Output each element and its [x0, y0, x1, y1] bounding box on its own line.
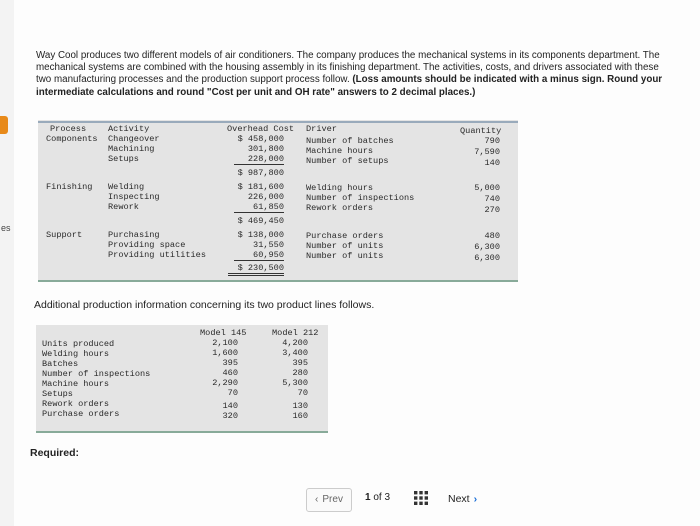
row-label: Machine hours — [42, 379, 110, 389]
model-212-cell: 130 — [292, 401, 308, 411]
row-label: Purchase orders — [42, 409, 120, 419]
row-label: Welding hours — [42, 349, 110, 359]
prev-label: Prev — [322, 494, 343, 505]
next-button[interactable] — [448, 488, 504, 510]
quantity-cell: 480 — [484, 231, 500, 241]
row-label: Setups — [42, 389, 73, 399]
model-145-cell: 320 — [222, 411, 238, 421]
cost-cell: $ 181,600 — [237, 182, 284, 192]
cost-total: $ 987,800 — [237, 168, 284, 178]
grid-icon[interactable] — [414, 491, 428, 505]
model-212-cell: 5,300 — [282, 378, 308, 388]
table-bottom-rule — [38, 280, 518, 282]
cost-cell: 31,550 — [253, 240, 284, 250]
cost-cell: 60,950 — [234, 250, 284, 261]
chevron-left-icon: ‹ — [315, 494, 319, 505]
header-model-212: Model 212 — [272, 328, 319, 338]
process-finishing: Finishing — [46, 182, 93, 192]
row-label: Batches — [42, 359, 79, 369]
prompt-text: Way Cool produces two different models of air conditioners. The company produces the mechanical systems in its components department. The mechanical systems are combined with the housing assembly in its finishing department. The activities, costs, and drivers associated with these two manufacturing processes and the production support process follow. — [36, 50, 660, 86]
page-current: 1 — [365, 492, 371, 503]
page-indicator — [365, 492, 390, 503]
model-145-cell: 70 — [227, 388, 238, 398]
edge-label: es — [1, 223, 11, 233]
model-145-cell: 460 — [222, 368, 238, 378]
driver-cell: Number of setups — [306, 156, 389, 166]
model-212-cell: 280 — [292, 368, 308, 378]
driver-cell: Welding hours — [306, 183, 374, 193]
model-145-cell: 1,600 — [212, 348, 238, 358]
model-212-cell: 395 — [292, 358, 308, 368]
quantity-cell: 7,590 — [474, 147, 500, 157]
header-driver: Driver — [306, 124, 337, 134]
quantity-cell: 6,300 — [474, 253, 500, 263]
question-marker — [0, 116, 8, 134]
prompt-instructions: (Loss amounts should be indicated with a minus sign. Round your intermediate calculations and round "Cost per unit and OH rate" answers to 2 decimal places.) — [36, 74, 663, 98]
header-model-145: Model 145 — [200, 328, 247, 338]
quantity-cell: 6,300 — [474, 242, 500, 252]
model-212-cell: 3,400 — [282, 348, 308, 358]
quantity-cell: 270 — [484, 205, 500, 215]
driver-cell: Machine hours — [306, 146, 374, 156]
chevron-right-icon: › — [473, 493, 478, 505]
product-info-table — [36, 325, 328, 433]
activity-cell: Providing space — [108, 240, 186, 250]
quantity-cell: 790 — [484, 136, 500, 146]
model-212-cell: 4,200 — [282, 338, 308, 348]
cost-total: $ 230,500 — [228, 263, 284, 276]
driver-cell: Rework orders — [306, 203, 374, 213]
driver-cell: Number of inspections — [306, 193, 415, 203]
problem-prompt — [36, 50, 666, 99]
model-212-cell: 70 — [297, 388, 308, 398]
driver-cell: Number of units — [306, 251, 384, 261]
activity-cell: Changeover — [108, 134, 160, 144]
quantity-cell: 740 — [484, 194, 500, 204]
model-145-cell: 395 — [222, 358, 238, 368]
activity-cell: Purchasing — [108, 230, 160, 240]
activity-cell: Inspecting — [108, 192, 160, 202]
activity-cell: Welding — [108, 182, 145, 192]
cost-cell: $ 138,000 — [237, 230, 284, 240]
next-label: Next — [448, 493, 470, 505]
header-process: Process — [50, 124, 87, 134]
header-overhead-cost: Overhead Cost — [227, 124, 295, 134]
driver-cell: Number of batches — [306, 136, 394, 146]
required-heading: Required: — [30, 447, 80, 459]
cost-total: $ 469,450 — [237, 216, 284, 226]
row-label: Number of inspections — [42, 369, 151, 379]
cost-cell: $ 458,000 — [237, 134, 284, 144]
page-of: of 3 — [373, 492, 391, 503]
activity-cell: Providing utilities — [108, 250, 206, 260]
model-145-cell: 2,290 — [212, 378, 238, 388]
row-label: Units produced — [42, 339, 115, 349]
quantity-cell: 140 — [484, 158, 500, 168]
cost-cell: 226,000 — [247, 192, 284, 202]
driver-cell: Purchase orders — [306, 231, 384, 241]
process-support: Support — [46, 230, 83, 240]
process-components: Components — [46, 134, 98, 144]
model-145-cell: 2,100 — [212, 338, 238, 348]
driver-cell: Number of units — [306, 241, 384, 251]
additional-info-text: Additional production information concerning its two product lines follows. — [34, 299, 375, 311]
model-145-cell: 140 — [222, 401, 238, 411]
activity-cell: Machining — [108, 144, 155, 154]
header-quantity: Quantity — [460, 126, 502, 136]
model-212-cell: 160 — [292, 411, 308, 421]
cost-cell: 61,850 — [234, 202, 284, 213]
prev-button[interactable] — [306, 488, 352, 512]
header-activity: Activity — [108, 124, 150, 134]
activity-cell: Setups — [108, 154, 139, 164]
cost-cell: 301,800 — [247, 144, 284, 154]
header-rule — [38, 121, 518, 123]
quantity-cell: 5,000 — [474, 183, 500, 193]
table-bottom-rule — [36, 431, 328, 433]
activity-cost-table — [38, 120, 518, 282]
cost-cell: 228,000 — [234, 154, 284, 165]
row-label: Rework orders — [42, 399, 110, 409]
activity-cell: Rework — [108, 202, 139, 212]
